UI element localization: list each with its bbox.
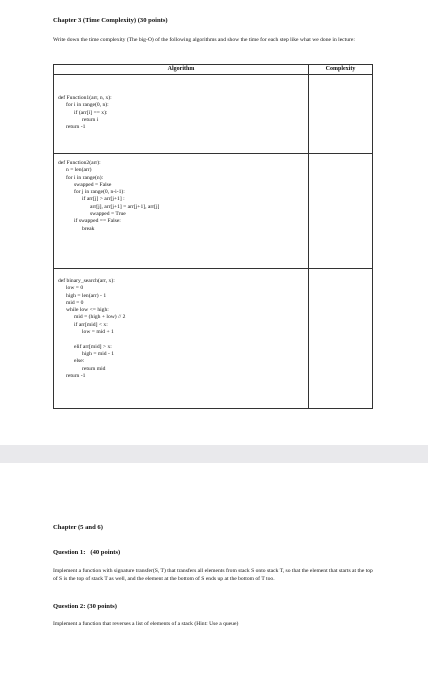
question2-text: Implement a function that reverses a list of elements of a stack (Hint: Use a queue) xyxy=(53,621,239,627)
code-line: if arr[j] > arr[j+1] : xyxy=(82,196,125,203)
code-line: elif arr[mid] > x: xyxy=(74,343,112,350)
document-page-2 xyxy=(0,463,428,700)
complexity-cell-function1[interactable] xyxy=(309,75,373,154)
code-line: if arr[mid] < x: xyxy=(74,321,108,328)
table-row-binary-search xyxy=(54,269,373,409)
code-line: high = mid - 1 xyxy=(82,350,115,357)
header-complexity: Complexity xyxy=(309,65,373,75)
code-line: return -1 xyxy=(66,372,86,379)
code-line: high = len(arr) - 1 xyxy=(66,292,107,299)
code-line: return i xyxy=(82,116,99,123)
table-row-function1 xyxy=(54,75,373,154)
code-block-function1 xyxy=(54,75,308,131)
header-algorithm: Algorithm xyxy=(54,65,309,75)
code-line: for i in range(n): xyxy=(66,174,104,181)
code-line: for i in range(0, n): xyxy=(66,102,109,109)
code-line: swapped = False xyxy=(74,181,112,188)
code-line: low = mid + 1 xyxy=(82,329,114,336)
algorithm-cell-function2 xyxy=(54,154,309,269)
code-line: def Function2(arr): xyxy=(58,160,101,166)
code-line: mid = (high + low) // 2 xyxy=(74,314,126,321)
code-line: return -1 xyxy=(66,124,86,131)
code-line: mid = 0 xyxy=(66,299,84,306)
code-line: def Function1(arr, n, x): xyxy=(58,95,112,101)
code-line: if (arr[i] == x): xyxy=(74,109,108,116)
complexity-table xyxy=(53,64,373,409)
question1-text: Implement a function with signature transfer(S, T) that transfers all elements from stack S onto stack T, so that the element that starts at the top of S is the top of stack T as well, and the element at the bottom of S ends up at the bottom of T too. xyxy=(53,568,373,582)
code-line: break xyxy=(82,225,95,232)
question1-title: Question 1: (40 points) xyxy=(53,549,121,556)
complexity-cell-function2[interactable] xyxy=(309,154,373,269)
code-line: if swapped == False: xyxy=(74,218,121,225)
code-line: else: xyxy=(74,358,85,365)
chapter3-instructions: Write down the time complexity (The big-O) of the following algorithms and show the time for each step like what we done in lecture: xyxy=(53,37,355,43)
code-line: for j in range(0, n-i-1): xyxy=(74,189,125,196)
code-block-function2 xyxy=(54,154,308,233)
code-line: n = len(arr) xyxy=(66,167,92,174)
code-block-binary-search xyxy=(54,269,308,380)
code-line: low = 0 xyxy=(66,285,84,292)
code-line: arr[j], arr[j+1] = arr[j+1], arr[j] xyxy=(90,203,160,210)
algorithm-cell-function1 xyxy=(54,75,309,154)
chapter3-heading: Chapter 3 (Time Complexity) (30 points) xyxy=(53,17,168,24)
table-row-function2 xyxy=(54,154,373,269)
algorithm-cell-binary-search xyxy=(54,269,309,409)
question2-title: Question 2: (30 points) xyxy=(53,603,117,610)
code-line: return mid xyxy=(82,365,106,372)
code-line: swapped = True xyxy=(90,211,126,218)
complexity-cell-binary-search[interactable] xyxy=(309,269,373,409)
table-header-row xyxy=(54,65,373,75)
code-blank-line xyxy=(58,336,308,343)
code-line: def binary_search(arr, x): xyxy=(58,278,115,284)
chapter56-heading: Chapter (5 and 6) xyxy=(53,524,103,531)
code-line: while low <= high: xyxy=(66,307,109,314)
